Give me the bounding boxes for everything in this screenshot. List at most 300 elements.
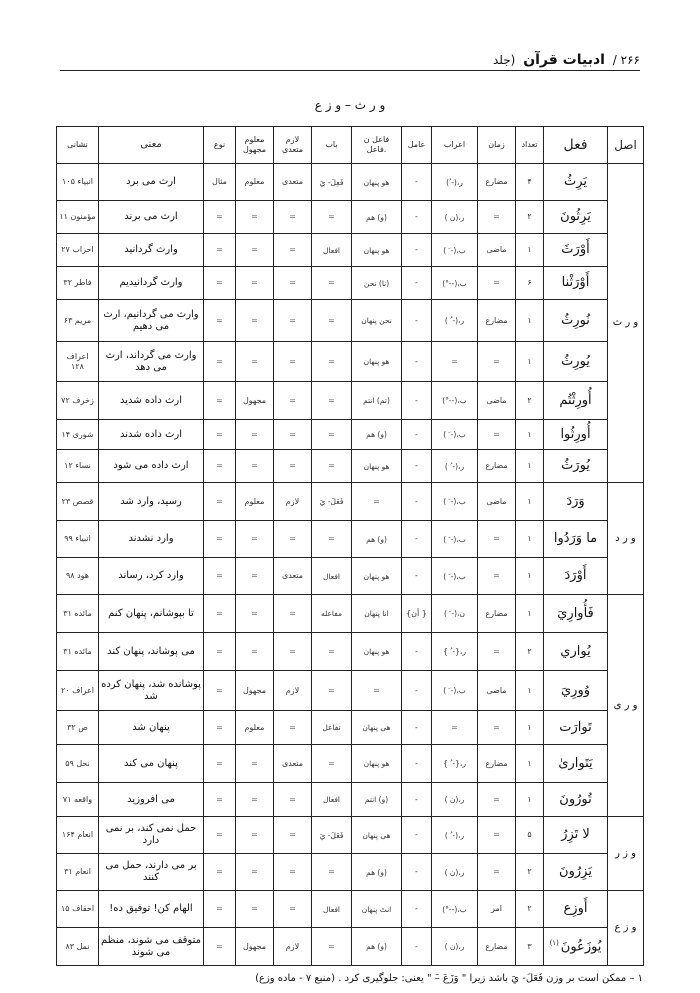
verb-text: يَرِثُونَ [560,209,591,225]
amel-cell: - [402,854,432,891]
maloom-cell: = [236,854,274,891]
count-cell: ۲ [516,633,544,671]
verb-text: يَتَوارىٰ [558,755,593,771]
type-cell: مثال [204,164,236,201]
bab-cell: = [312,854,352,891]
meaning-cell: ارث داده می شود [99,450,204,483]
amel-cell: - [402,783,432,817]
verb-cell [544,783,608,817]
col-maloom: معلوم مجهول [236,127,274,164]
faael-cell: هو پنهان [352,745,402,783]
col-fel: فعل [544,127,608,164]
tense-cell: = [478,783,516,817]
bab-cell: = [312,928,352,966]
maloom-cell: = [236,450,274,483]
ref-cell: مائده ۳۱ [57,633,99,671]
lazem-cell: = [274,711,312,745]
count-cell: ۱ [516,450,544,483]
tense-cell: ماضی [478,382,516,420]
erab-cell: ب،(--°) [432,382,478,420]
tense-cell: = [478,633,516,671]
verb-text: يُورَثُ [561,458,590,474]
bab-cell: تفاعل [312,711,352,745]
amel-cell: - [402,267,432,300]
bab-cell: = [312,633,352,671]
amel-cell: - [402,483,432,521]
col-tense: زمان [478,127,516,164]
verb-cell [544,711,608,745]
erab-cell: ر،{- ُ } [432,745,478,783]
amel-cell: - [402,164,432,201]
verb-cell [544,854,608,891]
erab-cell: ر،(- ُ ) [432,450,478,483]
amel-cell: - [402,342,432,382]
verb-text: وَرَدَ [566,493,585,509]
table-row [57,745,644,783]
faael-cell: هی پنهان [352,711,402,745]
verb-cell [544,234,608,267]
col-asl: اصل [608,127,644,164]
count-cell: ۱ [516,711,544,745]
lazem-cell: متعدی [274,745,312,783]
faael-cell: = [352,671,402,711]
maloom-cell: = [236,521,274,558]
faael-cell: (نا) نحن [352,267,402,300]
verb-text: يُواري [560,643,591,659]
type-cell: = [204,558,236,595]
verb-cell [544,745,608,783]
erab-cell: ن،(- َ ) [432,595,478,633]
amel-cell: - [402,420,432,450]
lazem-cell: = [274,891,312,928]
bab-cell: = [312,201,352,234]
bab-cell: فَعَلَ- يَ [312,817,352,854]
erab-cell: ب،(--°) [432,891,478,928]
tense-cell: مضارع [478,450,516,483]
verb-text: أُورِثْتُم [559,392,592,408]
bab-cell: فَعِلَ- يَ [312,164,352,201]
table-row [57,633,644,671]
bab-cell: افعال [312,234,352,267]
ref-cell: فاطر ۳۲ [57,267,99,300]
count-cell: ۵ [516,817,544,854]
maloom-cell: = [236,234,274,267]
meaning-cell: پنهان شد [99,711,204,745]
verb-cell [544,671,608,711]
faael-cell: انتَ پنهان [352,891,402,928]
maloom-cell: مجهول [236,928,274,966]
amel-cell: - [402,382,432,420]
table-row [57,521,644,558]
count-cell: ۳ [516,928,544,966]
lazem-cell: = [274,201,312,234]
footnote: ۱ – ممکن است بر وزن فَعَلَ- يَ باشد زیرا " وَزَعَ –َ " یعنی: جلوگیری کرد . (منبع ۷ - ماده وزع) [255,973,643,984]
tense-cell: = [478,267,516,300]
lazem-cell: = [274,817,312,854]
lazem-cell: = [274,300,312,342]
ref-cell: نحل ۵۹ [57,745,99,783]
ref-cell: شوری ۱۴ [57,420,99,450]
amel-cell: - [402,633,432,671]
faael-cell: (و) هم [352,521,402,558]
tense-cell: مضارع [478,164,516,201]
amel-cell: - [402,817,432,854]
bab-cell: = [312,267,352,300]
section-title: و ر ث – و ز ع [314,98,386,112]
ref-cell: اعراف ۲۰ [57,671,99,711]
maloom-cell: = [236,745,274,783]
type-cell: = [204,450,236,483]
type-cell: = [204,671,236,711]
maloom-cell: مجهول [236,382,274,420]
table-row [57,300,644,342]
type-cell: = [204,483,236,521]
verb-cell [544,891,608,928]
meaning-cell: پنهان می کند [99,745,204,783]
table-row [57,483,644,521]
faael-cell: هو پنهان [352,633,402,671]
bab-cell: فَعَلَ- يَ [312,483,352,521]
col-type: نوع [204,127,236,164]
verb-cell [544,300,608,342]
type-cell: = [204,420,236,450]
table-row [57,928,644,966]
ref-cell: انبياء ۹۹ [57,521,99,558]
count-cell: ۱ [516,300,544,342]
verb-cell [544,633,608,671]
tense-cell: = [478,711,516,745]
type-cell: = [204,783,236,817]
maloom-cell: = [236,201,274,234]
faael-cell: انا پنهان [352,595,402,633]
bab-cell: مفاعله [312,595,352,633]
type-cell: = [204,521,236,558]
verb-text: يَزِرُونَ [559,864,592,880]
tense-cell: امر [478,891,516,928]
ref-cell: اعراف ۱۲۸ [57,342,99,382]
erab-cell: ر،(ن ) [432,928,478,966]
amel-cell: - [402,234,432,267]
lazem-cell: لازم [274,928,312,966]
root-cell: و ر ث [608,164,644,483]
faael-cell: هی پنهان [352,817,402,854]
amel-cell: - [402,558,432,595]
verb-cell [544,267,608,300]
col-ref: نشانی [57,127,99,164]
tense-cell: = [478,521,516,558]
erab-cell: ر،(ن ) [432,201,478,234]
bab-cell: = [312,671,352,711]
erab-cell: ب،(- َ ) [432,671,478,711]
erab-cell: ب،(- َ ) [432,234,478,267]
maloom-cell: = [236,783,274,817]
maloom-cell: = [236,595,274,633]
tense-cell: مضارع [478,745,516,783]
table-row [57,201,644,234]
table-header-row [57,127,644,164]
tense-cell: = [478,201,516,234]
bab-cell: = [312,300,352,342]
bab-cell: = [312,342,352,382]
table-row [57,382,644,420]
table-row [57,450,644,483]
ref-cell: ص ۳۲ [57,711,99,745]
verb-text: أَوزِع [563,901,588,917]
lazem-cell: = [274,342,312,382]
erab-cell: ر،(ن ) [432,854,478,891]
type-cell: = [204,201,236,234]
amel-cell: - [402,450,432,483]
meaning-cell: الهام کن! توفیق ده! [99,891,204,928]
meaning-cell: متوقف می شوند، منظم می شوند [99,928,204,966]
bab-cell: = [312,521,352,558]
book-title: ادبیات قرآن [523,52,605,68]
volume-label: (جلد [492,53,516,67]
count-cell: ۱ [516,483,544,521]
erab-cell: ر،(- ُ ) [432,817,478,854]
root-cell: و ز ر [608,817,644,891]
running-head [489,52,640,68]
faael-cell: (و) هم [352,928,402,966]
lazem-cell: متعدی [274,558,312,595]
tense-cell: = [478,854,516,891]
type-cell: = [204,234,236,267]
col-faael: فاعل ن .فاعل [352,127,402,164]
type-cell: = [204,595,236,633]
faael-cell: هو پنهان [352,558,402,595]
type-cell: = [204,745,236,783]
ref-cell: مائده ۳۱ [57,595,99,633]
amel-cell: - [402,201,432,234]
erab-cell: = [432,342,478,382]
verb-text: نُورِثُ [561,312,590,328]
verb-cell [544,595,608,633]
erab-cell: = [432,711,478,745]
page-number: ۲۶۶ / [612,53,640,67]
ref-cell: زخرف ۷۲ [57,382,99,420]
maloom-cell: = [236,300,274,342]
col-meaning: معنی [99,127,204,164]
type-cell: = [204,928,236,966]
meaning-cell: وارد کرد، رساند [99,558,204,595]
faael-cell: هو پنهان [352,234,402,267]
count-cell: ۲ [516,891,544,928]
maloom-cell: = [236,817,274,854]
verb-text: ما وَرَدُوا [553,531,598,547]
erab-cell: ب،(- َ ) [432,521,478,558]
verb-text: تُورُونَ [559,791,592,807]
meaning-cell: ارث داده شدید [99,382,204,420]
ref-cell: احزاب ۲۷ [57,234,99,267]
meaning-cell: وارث می گردانیم، ارث می دهیم [99,300,204,342]
meaning-cell: می افروزید [99,783,204,817]
verb-cell [544,521,608,558]
erab-cell: ر،(ن ) [432,783,478,817]
count-cell: ۱ [516,342,544,382]
verb-text: أُورِثُوا [560,426,591,442]
meaning-cell: بر می دارند، حمل می کنند [99,854,204,891]
erab-cell: ب،(- َ ) [432,483,478,521]
lazem-cell: = [274,450,312,483]
amel-cell: - [402,300,432,342]
tense-cell: ماضی [478,234,516,267]
lazem-cell: متعدی [274,164,312,201]
type-cell: = [204,891,236,928]
count-cell: ۲ [516,201,544,234]
root-cell: و ر ی [608,595,644,817]
lazem-cell: = [274,382,312,420]
verb-table [56,126,644,966]
table-row [57,891,644,928]
table-row [57,711,644,745]
table-row [57,267,644,300]
verb-text: تَوارَت [559,719,592,735]
verb-text: يُوزَعُونَ [560,938,602,954]
type-cell: = [204,711,236,745]
ref-cell: هود ۹۸ [57,558,99,595]
tense-cell: = [478,342,516,382]
ref-cell: احقاف ۱۵ [57,891,99,928]
type-cell: = [204,854,236,891]
maloom-cell: = [236,558,274,595]
bab-cell: افعال [312,783,352,817]
meaning-cell: وارد نشدند [99,521,204,558]
amel-cell: - [402,711,432,745]
meaning-cell: ارث داده شدند [99,420,204,450]
amel-cell: - [402,891,432,928]
faael-cell: = [352,483,402,521]
meaning-cell: ارث می برد [99,164,204,201]
maloom-cell: معلوم [236,711,274,745]
col-lazem: لازم متعدی [274,127,312,164]
lazem-cell: لازم [274,483,312,521]
meaning-cell: رسید، وارد شد [99,483,204,521]
ref-cell: مریم ۶۳ [57,300,99,342]
table-row [57,342,644,382]
bab-cell: = [312,382,352,420]
root-cell: و ز ع [608,891,644,966]
col-amel: عامل [402,127,432,164]
verb-cell [544,342,608,382]
faael-cell: (و) هم [352,854,402,891]
verb-text: أَوْرَثَ [561,242,590,258]
verb-cell [544,201,608,234]
ref-cell: انعام ۱۶۴ [57,817,99,854]
table-row [57,558,644,595]
bab-cell: افعال [312,891,352,928]
lazem-cell: = [274,420,312,450]
maloom-cell: = [236,891,274,928]
maloom-cell: = [236,420,274,450]
count-cell: ۲ [516,382,544,420]
amel-cell: - [402,928,432,966]
faael-cell: (و) انتم [352,783,402,817]
lazem-cell: لازم [274,671,312,711]
amel-cell: - [402,521,432,558]
verb-cell [544,558,608,595]
tense-cell: ماضی [478,483,516,521]
maloom-cell: = [236,267,274,300]
maloom-cell: مجهول [236,671,274,711]
amel-cell: { أن} [402,595,432,633]
faael-cell: هو پنهان [352,164,402,201]
erab-cell: ب،(- َ ) [432,420,478,450]
footnote-marker: (۱) [549,938,559,947]
lazem-cell: = [274,234,312,267]
count-cell: ۲ [516,854,544,891]
erab-cell: ر،(- ُ) [432,164,478,201]
count-cell: ۱ [516,783,544,817]
verb-cell [544,483,608,521]
ref-cell: قصص ۲۳ [57,483,99,521]
bab-cell: افعال [312,558,352,595]
maloom-cell: معلوم [236,164,274,201]
lazem-cell: = [274,267,312,300]
ref-cell: واقعه ۷۱ [57,783,99,817]
table-body [57,164,644,966]
lazem-cell: = [274,854,312,891]
erab-cell: ر،(- ُ ) [432,300,478,342]
count-cell: ۴ [516,164,544,201]
page-header [60,40,640,71]
ref-cell: نمل ۸۳ [57,928,99,966]
erab-cell: ب،(- َ ) [432,558,478,595]
type-cell: = [204,300,236,342]
lazem-cell: = [274,595,312,633]
verb-cell [544,817,608,854]
verb-text: يَرِثُ [563,174,588,190]
meaning-cell: وارث گردانید [99,234,204,267]
faael-cell: (تم) انتم [352,382,402,420]
meaning-cell: وارث می گرداند، ارث می دهد [99,342,204,382]
maloom-cell: = [236,633,274,671]
table-row [57,595,644,633]
verb-cell [544,164,608,201]
amel-cell: - [402,671,432,711]
tense-cell: = [478,817,516,854]
count-cell: ۱ [516,745,544,783]
verb-cell [544,420,608,450]
tense-cell: ماضی [478,671,516,711]
meaning-cell: می پوشاند، پنهان کند [99,633,204,671]
lazem-cell: = [274,521,312,558]
faael-cell: (و) هم [352,201,402,234]
count-cell: ۱ [516,595,544,633]
meaning-cell: ارث می برند [99,201,204,234]
verb-text: يُورِثُ [561,353,590,369]
verb-cell [544,450,608,483]
col-count: تعداد [516,127,544,164]
verb-text: وُورِيَ [560,682,590,698]
table-row [57,817,644,854]
type-cell: = [204,382,236,420]
table-row [57,234,644,267]
col-erab: اعراب [432,127,478,164]
verb-text: أَوْرَثْنا [561,275,590,291]
maloom-cell: = [236,342,274,382]
ref-cell: انبياء ۱۰۵ [57,164,99,201]
table-row [57,164,644,201]
type-cell: = [204,267,236,300]
lazem-cell: = [274,633,312,671]
tense-cell: = [478,558,516,595]
count-cell: ۱ [516,521,544,558]
tense-cell: = [478,420,516,450]
ref-cell: انعام ۳۱ [57,854,99,891]
bab-cell: = [312,420,352,450]
table-row [57,671,644,711]
tense-cell: مضارع [478,928,516,966]
